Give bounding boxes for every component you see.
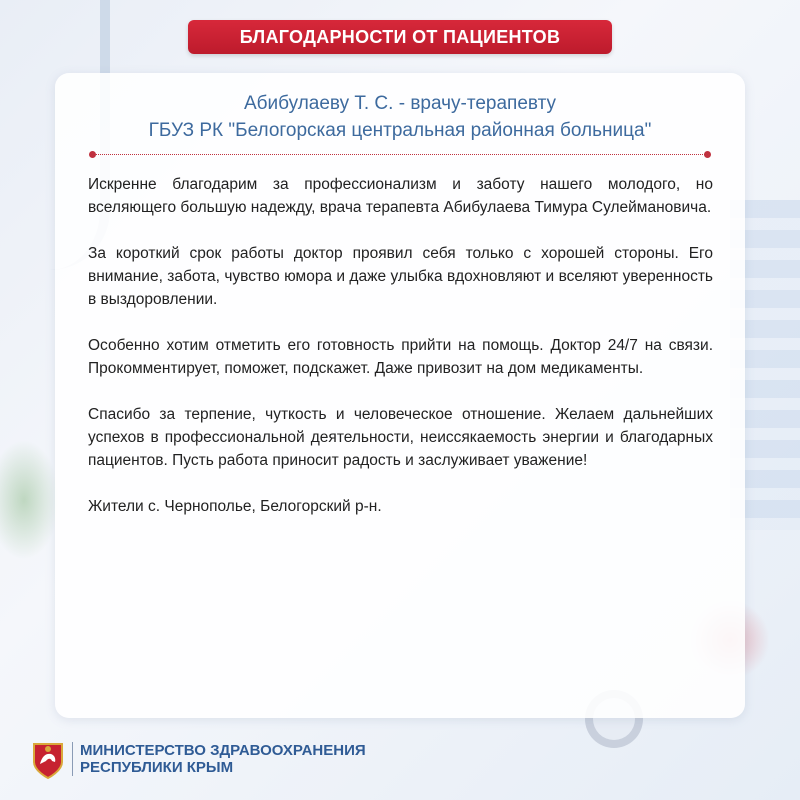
plant-background-decoration bbox=[0, 440, 60, 560]
ministry-name bbox=[80, 742, 366, 776]
letter-paragraph: Искренне благодарим за профессионализм и заботу нашего молодого, но вселяющего большую надежду, врача терапевта Абибулаева Тимура Сулеймановича. bbox=[88, 176, 713, 216]
card-title-hospital: ГБУЗ РК "Белогорская центральная районная больница" bbox=[148, 120, 652, 141]
title-divider bbox=[93, 154, 707, 155]
card-title-recipient: Абибулаеву Т. С. - врачу-терапевту bbox=[243, 93, 556, 114]
letter-paragraph: Спасибо за терпение, чуткость и человеческое отношение. Желаем дальнейших успехов в профессиональной деятельности, неиссякаемость энергии и благодарных пациентов. Пусть работа приносит радость и заслуживает уважение! bbox=[88, 406, 713, 469]
divider-dot-left bbox=[89, 151, 96, 158]
footer-separator bbox=[72, 742, 73, 776]
page-header-banner bbox=[188, 20, 612, 54]
letter-paragraph: За короткий срок работы доктор проявил себя только с хорошей стороны. Его внимание, забота, чувство юмора и даже улыбка вдохновляют и вселяют уверенность в выздоровлении. bbox=[88, 245, 713, 308]
gratitude-card bbox=[55, 73, 745, 718]
page-title: БЛАГОДАРНОСТИ ОТ ПАЦИЕНТОВ bbox=[239, 26, 561, 47]
ministry-name-line1: МИНИСТЕРСТВО ЗДРАВООХРАНЕНИЯ bbox=[80, 742, 366, 759]
letter-signature: Жители с. Чернополье, Белогорский р-н. bbox=[88, 498, 382, 515]
ministry-name-line2: РЕСПУБЛИКИ КРЫМ bbox=[80, 759, 234, 776]
divider-dot-right bbox=[704, 151, 711, 158]
letter-body bbox=[88, 173, 713, 541]
letter-paragraph: Особенно хотим отметить его готовность прийти на помощь. Доктор 24/7 на связи. Прокомментирует, поможет, подскажет. Даже привозит на дом медикаменты. bbox=[88, 337, 713, 377]
crimea-coat-of-arms-icon bbox=[30, 740, 66, 780]
